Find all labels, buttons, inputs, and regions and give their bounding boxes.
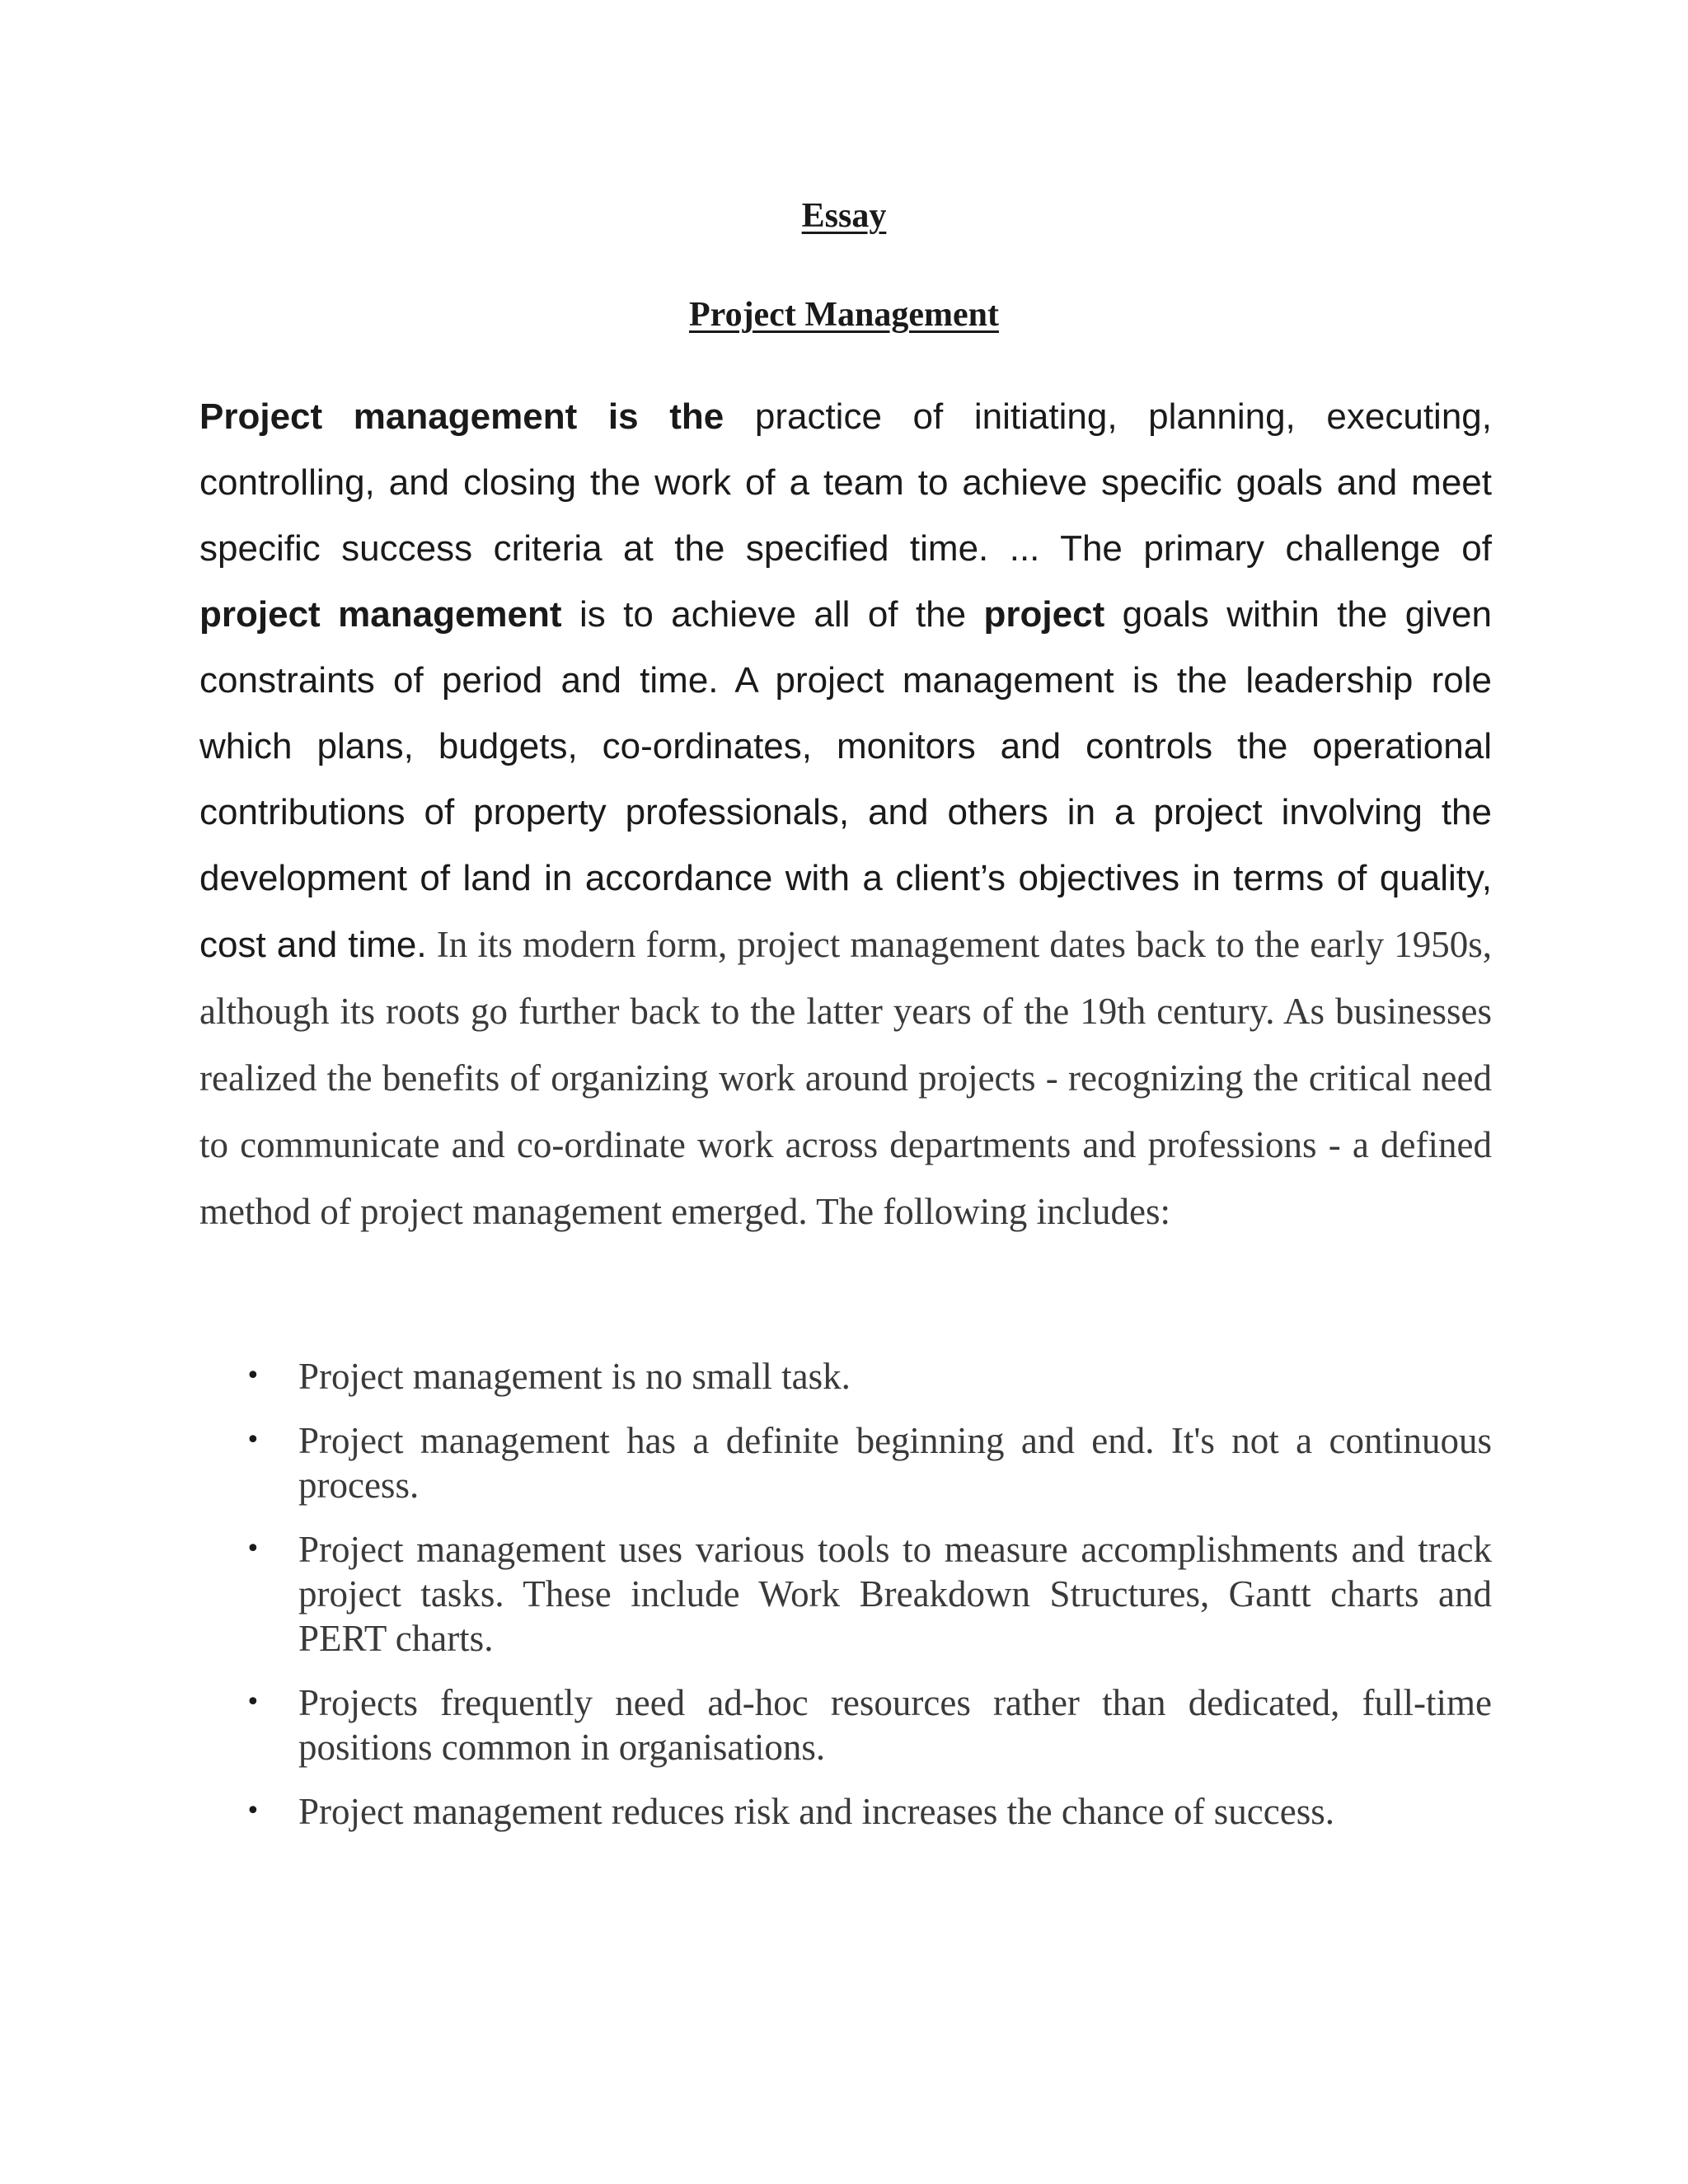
list-item xyxy=(199,1354,1492,1399)
list-item-text: Project management uses various tools to measure accomplishments and track project tasks. These include Work Breakdown Structures, Gantt charts and PERT charts. xyxy=(298,1529,1492,1659)
paragraph-text-1: practice of initiating, planning, executing, controlling, and closing the work of a team to achieve specific goals and meet specific success criteria at the specified time. ... The primary challenge of xyxy=(199,396,1493,569)
document-heading: Essay xyxy=(801,197,887,235)
bold-term-project: project xyxy=(983,594,1105,635)
list-item xyxy=(199,1789,1492,1834)
list-item-text: Project management reduces risk and increases the chance of success. xyxy=(298,1791,1334,1832)
list-item xyxy=(199,1680,1492,1769)
list-item-text: Project management is no small task. xyxy=(298,1356,851,1397)
list-item xyxy=(199,1418,1492,1507)
paragraph-text-3: goals within the given constraints of period and time. A project management is the leadership role which plans, budgets, co-ordinates, monitors and controls the operational contributions of property professionals, and others in a project involving the development of land in accordance with a client’s objectives in terms of quality, cost and time. xyxy=(199,594,1492,965)
bullet-icon: • xyxy=(246,1688,260,1717)
document-title: Project Management xyxy=(689,296,999,334)
bullet-icon: • xyxy=(246,1797,260,1825)
body-paragraph xyxy=(199,384,1492,1245)
list-item xyxy=(199,1527,1492,1661)
paragraph-text-2: is to achieve all of the xyxy=(561,594,984,635)
bullet-icon: • xyxy=(246,1361,260,1390)
paragraph-history-text: In its modern form, project management dates back to the early 1950s, although its roots go further back to the latter years of the 19th century. As businesses realized the benefits of organizing work around projects - recognizing the critical need to communicate and co-ordinate work across departments and professions - a defined method of project management emerged. The following includes: xyxy=(199,924,1493,1232)
bold-lead: Project management is the xyxy=(199,396,724,437)
list-item-text: Project management has a definite beginning and end. It's not a continuous process. xyxy=(298,1420,1492,1506)
list-item-text: Projects frequently need ad-hoc resources rather than dedicated, full-time positions common in organisations. xyxy=(298,1682,1492,1768)
bullet-icon: • xyxy=(246,1426,260,1455)
bullet-icon: • xyxy=(246,1535,260,1563)
bullet-list xyxy=(199,1354,1492,1854)
bold-term-project-management: project management xyxy=(199,594,562,635)
